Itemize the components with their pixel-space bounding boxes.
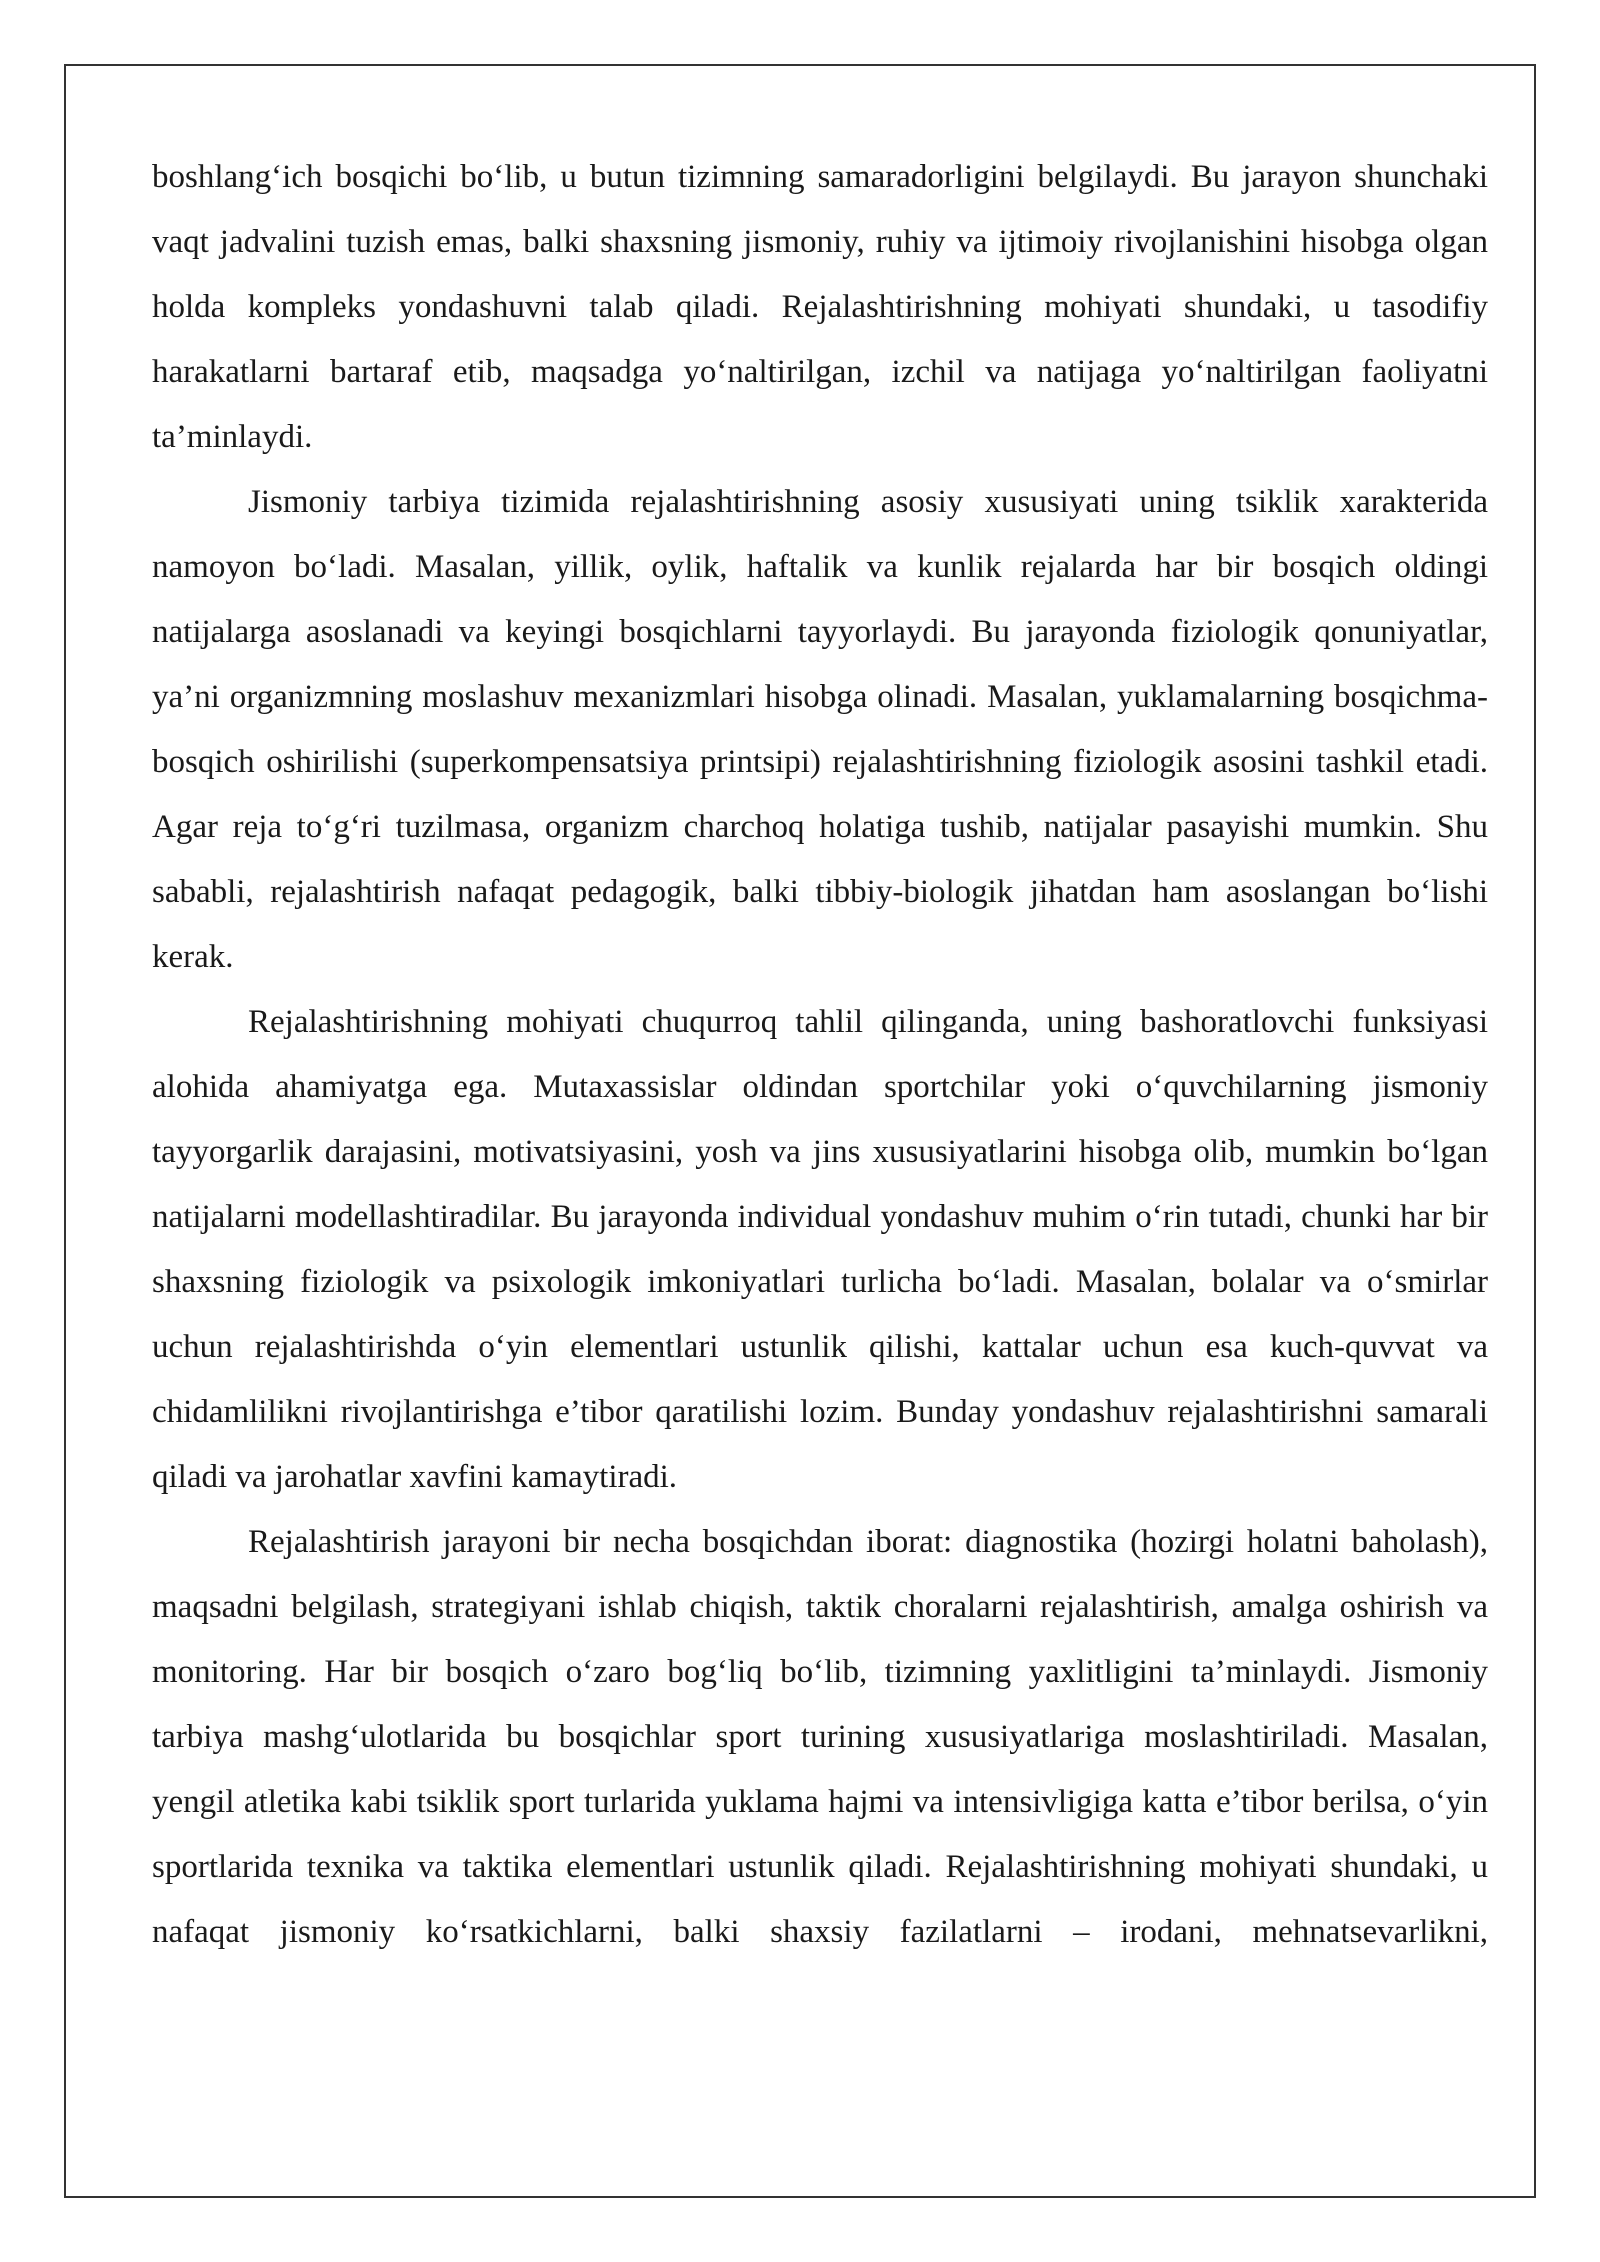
paragraph-2: Jismoniy tarbiya tizimida rejalashtirishning asosiy xususiyati uning tsiklik xarakterida namoyon bo‘ladi. Masalan, yillik, oylik, haftalik va kunlik rejalarda har bir bosqich oldingi natijalarga asoslanadi va keyingi bosqichlarni tayyorlaydi. Bu jarayonda fiziologik qonuniyatlar, ya’ni organizmning moslashuv mexanizmlari hisobga olinadi. Masalan, yuklamalarning bosqichma-bosqich oshirilishi (superkompensatsiya printsipi) rejalashtirishning fiziologik asosini tashkil etadi. Agar reja to‘g‘ri tuzilmasa, organizm charchoq holatiga tushib, natijalar pasayishi mumkin. Shu sababli, rejalashtirish nafaqat pedagogik, balki tibbiy-biologik jihatdan ham asoslangan bo‘lishi kerak. — [152, 484, 1488, 975]
document-body — [152, 145, 1488, 1965]
paragraph-1: boshlang‘ich bosqichi bo‘lib, u butun tizimning samaradorligini belgilaydi. Bu jarayon shunchaki vaqt jadvalini tuzish emas, balki shaxsning jismoniy, ruhiy va ijtimoiy rivojlanishini hisobga olgan holda kompleks yondashuvni talab qiladi. Rejalashtirishning mohiyati shundaki, u tasodifiy harakatlarni bartaraf etib, maqsadga yo‘naltirilgan, izchil va natijaga yo‘naltirilgan faoliyatni ta’minlaydi. — [152, 159, 1488, 455]
paragraph-3: Rejalashtirishning mohiyati chuqurroq tahlil qilinganda, uning bashoratlovchi funksiyasi alohida ahamiyatga ega. Mutaxassislar oldindan sportchilar yoki o‘quvchilarning jismoniy tayyorgarlik darajasini, motivatsiyasini, yosh va jins xususiyatlarini hisobga olib, mumkin bo‘lgan natijalarni modellashtiradilar. Bu jarayonda individual yondashuv muhim o‘rin tutadi, chunki har bir shaxsning fiziologik va psixologik imkoniyatlari turlicha bo‘ladi. Masalan, bolalar va o‘smirlar uchun rejalashtirishda o‘yin elementlari ustunlik qilishi, kattalar uchun esa kuch-quvvat va chidamlilikni rivojlantirishga e’tibor qaratilishi lozim. Bunday yondashuv rejalashtirishni samarali qiladi va jarohatlar xavfini kamaytiradi. — [152, 1004, 1488, 1495]
paragraph-4: Rejalashtirish jarayoni bir necha bosqichdan iborat: diagnostika (hozirgi holatni baholash), maqsadni belgilash, strategiyani ishlab chiqish, taktik choralarni rejalashtirish, amalga oshirish va monitoring. Har bir bosqich o‘zaro bog‘liq bo‘lib, tizimning yaxlitligini ta’minlaydi. Jismoniy tarbiya mashg‘ulotlarida bu bosqichlar sport turining xususiyatlariga moslashtiriladi. Masalan, yengil atletika kabi tsiklik sport turlarida yuklama hajmi va intensivligiga katta e’tibor berilsa, o‘yin sportlarida texnika va taktika elementlari ustunlik qiladi. Rejalashtirishning mohiyati shundaki, u nafaqat jismoniy ko‘rsatkichlarni, balki shaxsiy fazilatlarni – irodani, mehnatsevarlikni, — [152, 1524, 1488, 1950]
